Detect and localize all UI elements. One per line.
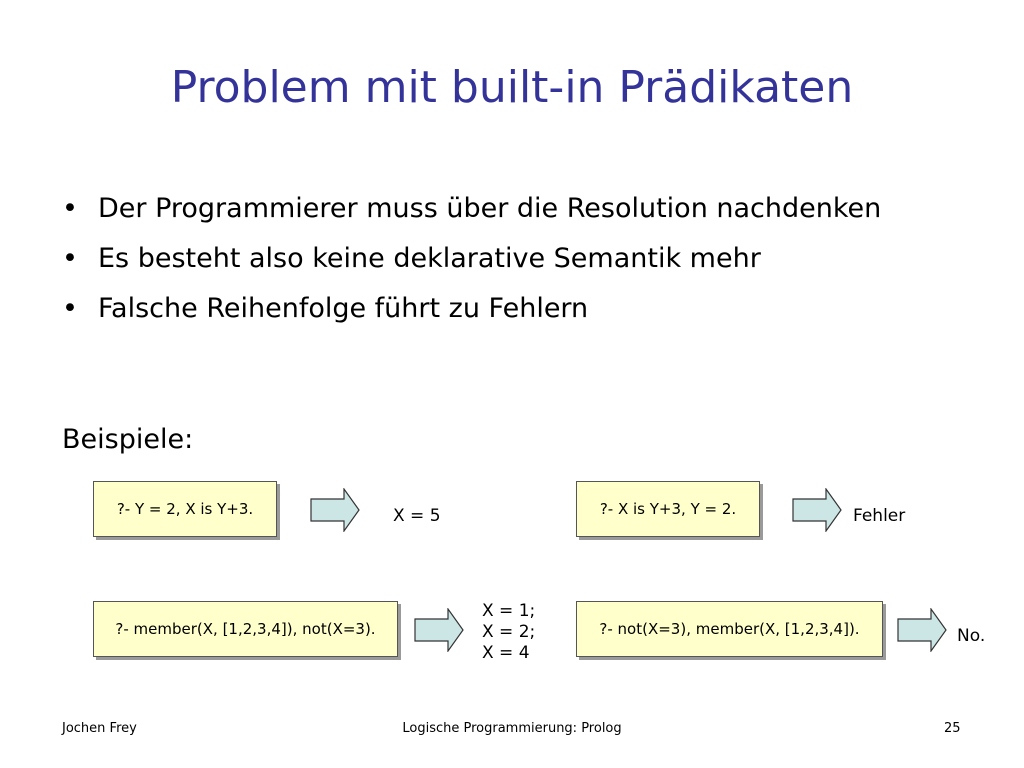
query-result bbox=[853, 506, 905, 527]
query-text: ?- X is Y+3, Y = 2. bbox=[599, 500, 737, 518]
right-arrow-icon bbox=[414, 608, 464, 652]
query-text: ?- member(X, [1,2,3,4]), not(X=3). bbox=[115, 620, 376, 638]
query-box bbox=[576, 481, 760, 537]
result-line: X = 2; bbox=[482, 622, 536, 642]
bullet-symbol: • bbox=[62, 293, 78, 324]
footer-author: Jochen Frey bbox=[62, 721, 137, 736]
result-line: X = 4 bbox=[482, 643, 530, 663]
right-arrow-icon bbox=[310, 488, 360, 532]
query-box bbox=[93, 601, 398, 657]
right-arrow-icon bbox=[792, 488, 842, 532]
result-line: Fehler bbox=[853, 506, 906, 526]
query-result bbox=[393, 506, 441, 527]
footer-page-number: 25 bbox=[944, 721, 961, 736]
query-text: ?- Y = 2, X is Y+3. bbox=[116, 500, 254, 518]
query-text: ?- not(X=3), member(X, [1,2,3,4]). bbox=[599, 620, 860, 638]
result-line: X = 5 bbox=[393, 506, 441, 526]
bullet-symbol: • bbox=[62, 243, 78, 274]
query-result bbox=[957, 626, 985, 647]
bullet-item bbox=[62, 290, 942, 327]
right-arrow-icon bbox=[897, 608, 947, 652]
bullet-text: Der Programmierer muss über die Resolution nachdenken bbox=[98, 193, 882, 224]
query-box bbox=[93, 481, 277, 537]
bullet-item bbox=[62, 190, 942, 227]
slide-title: Problem mit built-in Prädikaten bbox=[170, 62, 854, 113]
bullet-text: Es besteht also keine deklarative Semantik mehr bbox=[98, 243, 761, 274]
query-result bbox=[482, 601, 535, 664]
footer-course: Logische Programmierung: Prolog bbox=[402, 721, 622, 736]
bullet-text: Falsche Reihenfolge führt zu Fehlern bbox=[98, 293, 589, 324]
bullet-list bbox=[62, 190, 942, 340]
bullet-item bbox=[62, 240, 942, 277]
result-line: No. bbox=[957, 626, 986, 646]
bullet-symbol: • bbox=[62, 193, 78, 224]
examples-heading: Beispiele: bbox=[62, 424, 194, 455]
query-box bbox=[576, 601, 883, 657]
result-line: X = 1; bbox=[482, 601, 536, 621]
